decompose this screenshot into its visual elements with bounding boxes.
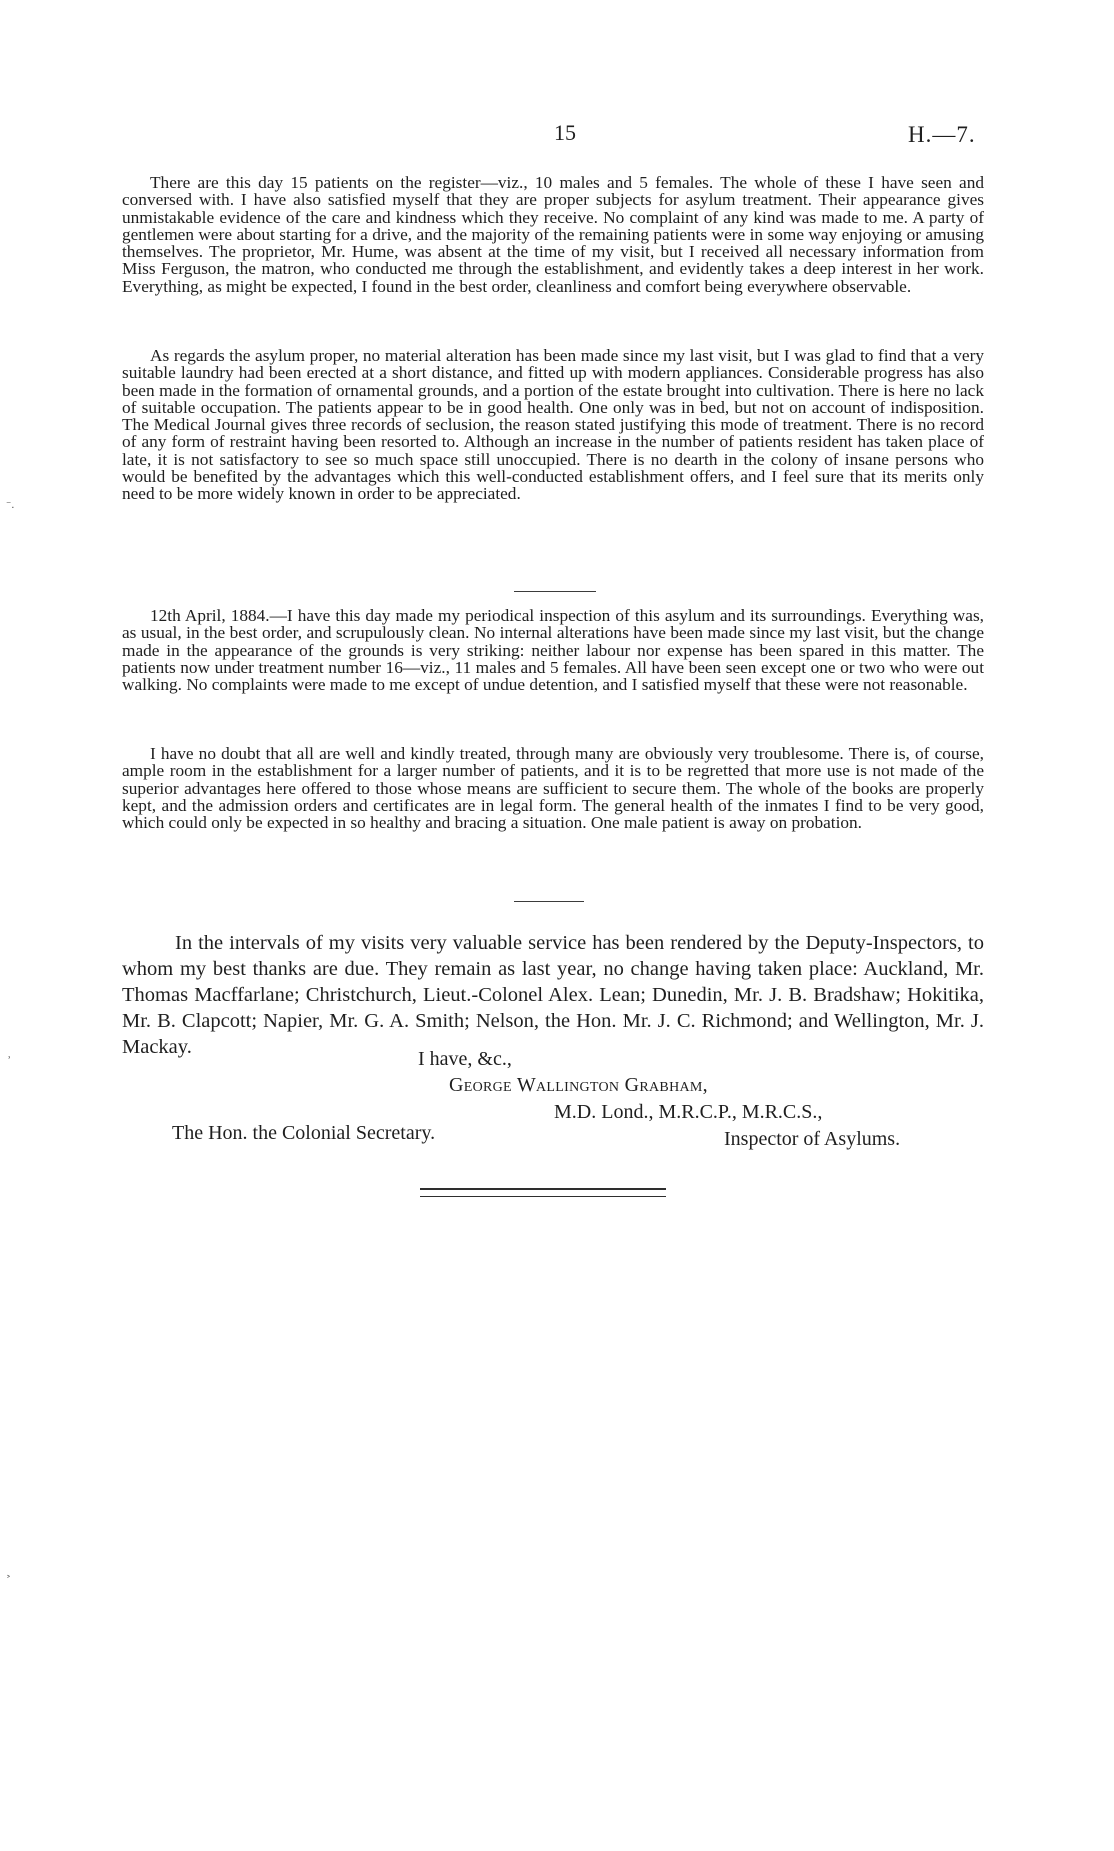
- signatory-title: Inspector of Asylums.: [724, 1128, 901, 1150]
- body-paragraph-2: As regards the asylum proper, no material alteration has been made since my last visit, but I was glad to find that a very suitable laundry had been erected at a short distance, and fitted up with modern appliances. Considerable progress has also been made in the formation of ornamental grounds, and a portion of the estate brought into cultivation. There is here no lack of suitable occupation. The patients appear to be in good health. One only was in bed, but not on account of indisposition. The Medical Journal gives three records of seclusion, the reason stated justifying this mode of treatment. There is no record of any form of restraint having been resorted to. Although an increase in the number of patients resident has taken place of late, it is not satisfactory to see so much space still unoccupied. There is no dearth in the colony of insane persons who would be benefited by the advantages which this well-conducted establishment offers, and I feel sure that its merits only need to be more widely known in order to be appreciated.: [122, 346, 984, 504]
- margin-speck: ˒: [8, 1053, 12, 1064]
- sign-off: I have, &c.,: [418, 1048, 512, 1070]
- margin-speck: ˃: [6, 1575, 11, 1586]
- signatory-name: George Wallington Grabham,: [449, 1074, 708, 1096]
- page-number: 15: [554, 120, 576, 145]
- body-paragraph-1: There are this day 15 patients on the register—viz., 10 males and 5 females. The whole of these I have seen and conversed with. I have also satisfied myself that they are proper subjects for asylum treatment. Their appearance gives unmistakable evidence of the care and kindness which they receive. No complaint of any kind was made to me. A party of gentlemen were about starting for a drive, and the majority of the remaining patients were in some way enjoying or amusing themselves. The proprietor, Mr. Hume, was absent at the time of my visit, but I received all necessary information from Miss Ferguson, the matron, who conducted me through the establishment, and evidently takes a deep interest in her work. Everything, as might be expected, I found in the best order, cleanliness and comfort being everywhere observable.: [122, 173, 984, 296]
- signatory-qualifications: M.D. Lond., M.R.C.P., M.R.C.S.,: [554, 1101, 823, 1123]
- section-divider: [514, 901, 584, 902]
- body-paragraph-4: I have no doubt that all are well and kindly treated, through many are obviously very troublesome. There is, of course, ample room in the establishment for a larger number of patients, and it is to be regretted that more use is not made of the superior advantages here offered to those whose means are sufficient to secure them. The whole of the books are properly kept, and the admission orders and certificates are in legal form. The general health of the inmates I find to be very good, which could only be expected in so healthy and bracing a situation. One male patient is away on probation.: [122, 744, 984, 833]
- margin-speck: ⁻.: [6, 500, 15, 511]
- end-rule: [420, 1188, 666, 1197]
- recipient: The Hon. the Colonial Secretary.: [172, 1122, 436, 1144]
- section-divider: [514, 591, 596, 592]
- document-code: H.—7.: [908, 122, 976, 147]
- closing-paragraph: In the intervals of my visits very valuable service has been rendered by the Deputy-Inspectors, to whom my best thanks are due. They remain as last year, no change having taken place: Auckland, Mr. Thomas Macffarlane; Christchurch, Lieut.-Colonel Alex. Lean; Dunedin, Mr. J. B. Bradshaw; Hokitika, Mr. B. Clapcott; Napier, Mr. G. A. Smith; Nelson, the Hon. Mr. J. C. Richmond; and Wellington, Mr. J. Mackay.: [122, 932, 984, 1058]
- body-paragraph-3: 12th April, 1884.—I have this day made my periodical inspection of this asylum and its surroundings. Everything was, as usual, in the best order, and scrupulously clean. No internal alterations have been made since my last visit, but the change made in the appearance of the grounds is very striking: neither labour nor expense has been spared in this matter. The patients now under treatment number 16—viz., 11 males and 5 females. All have been seen except one or two who were out walking. No complaints were made to me except of undue detention, and I satisfied myself that these were not reasonable.: [122, 606, 984, 695]
